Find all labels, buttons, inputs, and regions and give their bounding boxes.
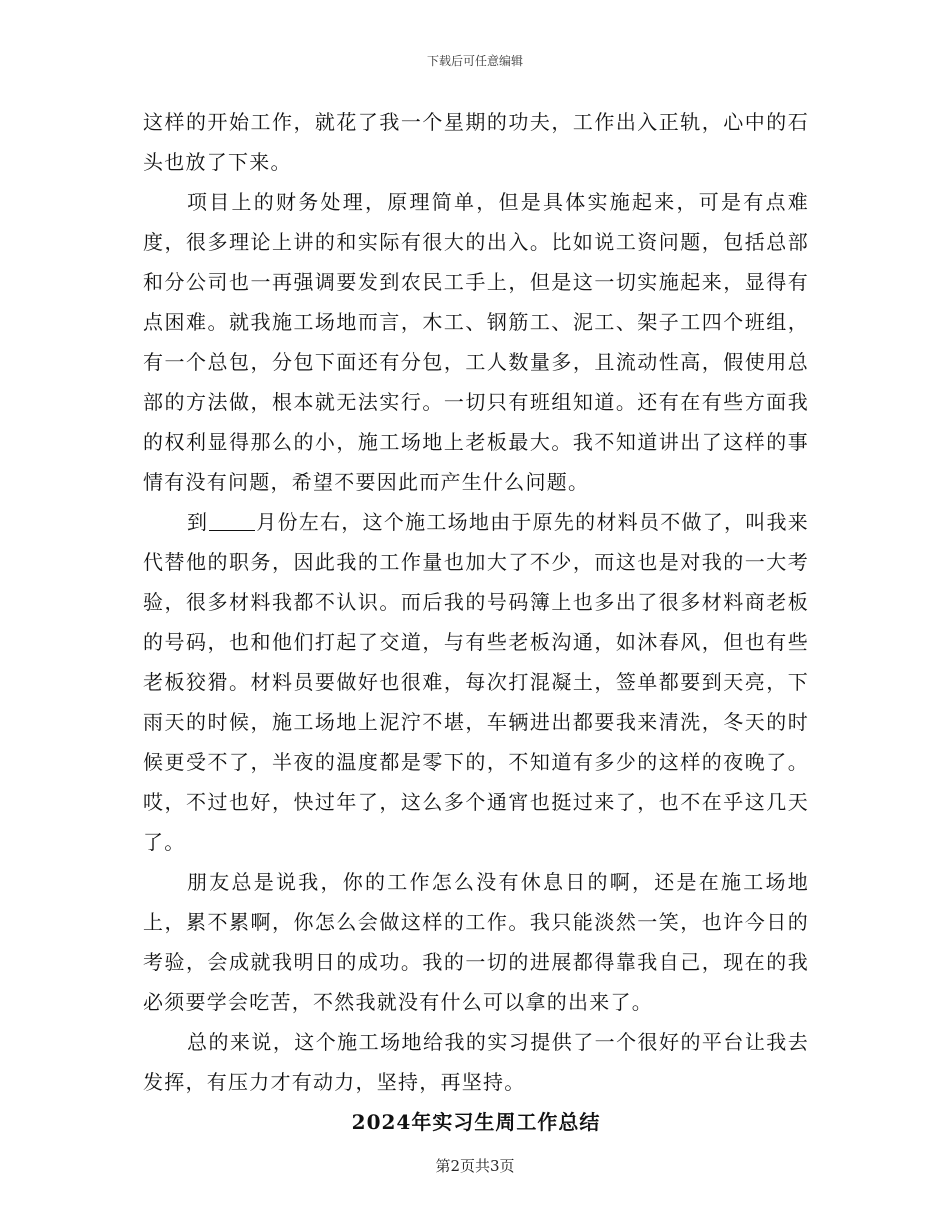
page-number-footer: 第2页共3页 xyxy=(435,1157,515,1175)
paragraph-material-clerk xyxy=(143,502,809,862)
section-heading: 2024年实习生周工作总结 xyxy=(351,1110,601,1134)
paragraph-finance: 项目上的财务处理，原理简单，但是具体实施起来，可是有点难度，很多理论上讲的和实际有很大的出入。比如说工资问题，包括总部和分公司也一再强调要发到农民工手上，但是这一切实施起来，显得有点困难。就我施工场地而言，木工、钢筋工、泥工、架子工四个班组，有一个总包，分包下面还有分包，工人数量多，且流动性高，假使用总部的方法做，根本就无法实行。一切只有班组知道。还有在有些方面我的权利显得那么的小，施工场地上老板最大。我不知道讲出了这样的事情有没有问题，希望不要因此而产生什么问题。 xyxy=(143,190,809,494)
paragraph-text-after-blank: 月份左右，这个施工场地由于原先的材料员不做了，叫我来代替他的职务，因此我的工作量也加大了不少，而这也是对我的一大考验，很多材料我都不认识。而后我的号码簿上也多出了很多材料商老板的号码，也和他们打起了交道，与有些老板沟通，如沐春风，但也有些老板狡猾。材料员要做好也很难，每次打混凝土，签单都要到天亮，下雨天的时候，施工场地上泥泞不堪，车辆进出都要我来清洗，冬天的时候更受不了，半夜的温度都是零下的，不知道有多少的这样的夜晚了。哎，不过也好，快过年了，这么多个通宵也挺过来了，也不在乎这几天了。 xyxy=(143,510,810,854)
paragraph-text-before-blank: 到 xyxy=(187,510,209,534)
paragraph-continued: 这样的开始工作，就花了我一个星期的功夫，工作出入正轨，心中的石头也放了下来。 xyxy=(143,110,809,174)
fill-in-blank xyxy=(209,510,255,531)
page-header: 下载后可任意编辑 xyxy=(426,54,523,68)
document-body xyxy=(143,102,809,1142)
paragraph-summary: 总的来说，这个施工场地给我的实习提供了一个很好的平台让我去发挥，有压力才有动力，坚持，再坚持。 xyxy=(143,1030,809,1094)
paragraph-friends: 朋友总是说我，你的工作怎么没有休息日的啊，还是在施工场地上，累不累啊，你怎么会做这样的工作。我只能淡然一笑，也许今日的考验，会成就我明日的成功。我的一切的进展都得靠我自己，现在的我必须要学会吃苦，不然我就没有什么可以拿的出来了。 xyxy=(143,870,809,1014)
